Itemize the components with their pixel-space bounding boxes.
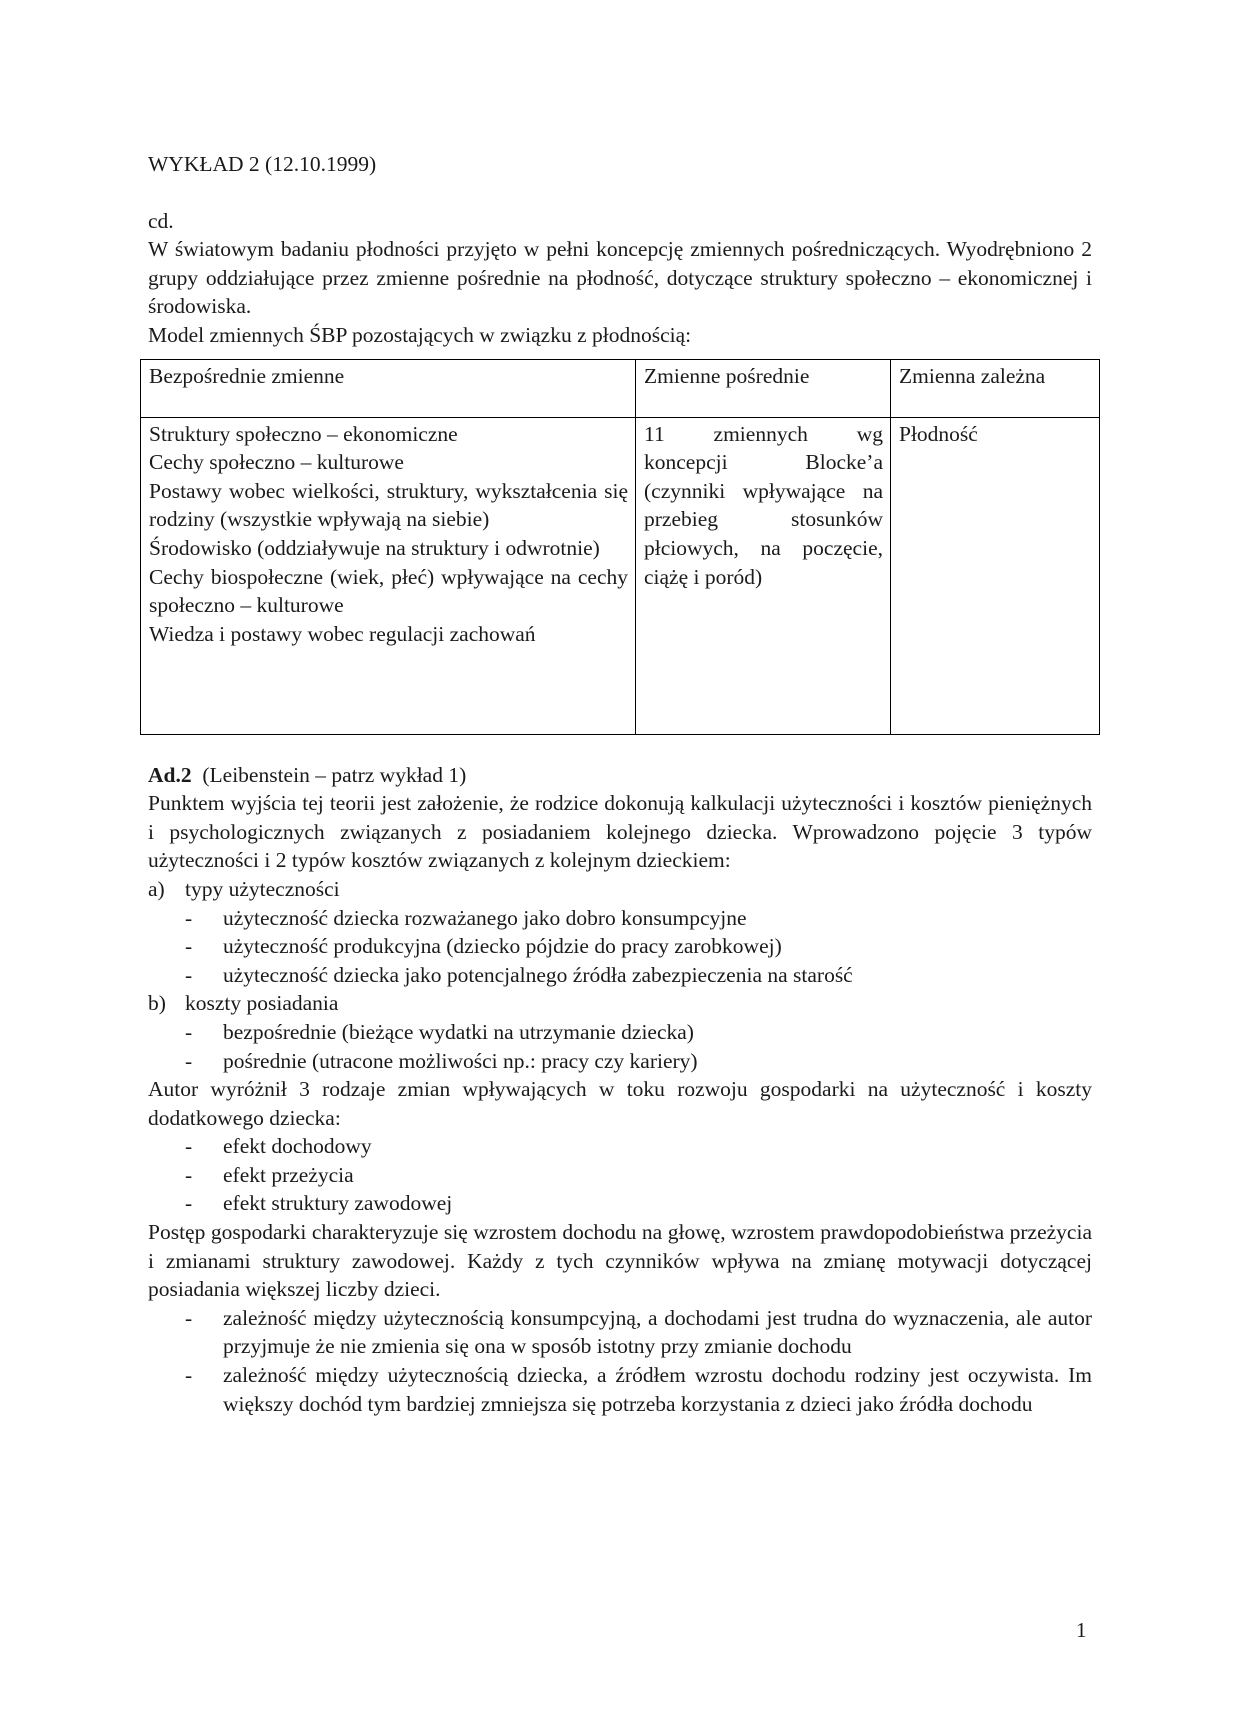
effects-list — [148, 1132, 1092, 1218]
ad2-paragraph: Punktem wyjścia tej teorii jest założenie, że rodzice dokonują kalkulacji użyteczności i kosztów pieniężnych i psychologicznych związanych z posiadaniem kolejnego dziecka. Wprowadzono pojęcie 3 typów użyteczności i 2 typów kosztów związanych z kolejnym dzieckiem: — [148, 791, 1092, 873]
list-b-heading — [148, 989, 1092, 1018]
dash-bullet: - — [185, 1191, 193, 1216]
ad2-label: Ad.2 — [148, 762, 192, 787]
list-b-marker: b) — [148, 991, 166, 1016]
header-direct-variables: Bezpośrednie zmienne — [141, 359, 636, 417]
list-item-text: pośrednie (utracone możliwości np.: pracy czy kariery) — [223, 1048, 698, 1073]
direct-variable-item: Struktury społeczno – ekonomiczne — [149, 421, 458, 446]
direct-variable-item: Cechy społeczno – kulturowe — [149, 450, 404, 475]
list-item — [148, 1018, 1092, 1047]
model-table — [140, 359, 1100, 735]
list-item — [148, 1047, 1092, 1076]
direct-variable-item: Postawy wobec wielkości, struktury, wykształcenia się rodziny (wszystkie wpływają na siebie) — [149, 478, 628, 532]
list-item-text: zależność między użytecznością dziecka, a źródłem wzrostu dochodu rodziny jest oczywista. Im większy dochód tym bardziej zmniejsza się potrzeba korzystania z dzieci jako źródła dochodu — [223, 1363, 1092, 1416]
dash-bullet: - — [185, 1019, 193, 1044]
list-item — [148, 1361, 1092, 1418]
list-a-title: typy użyteczności — [185, 876, 340, 901]
list-item — [148, 1189, 1092, 1218]
list-a-marker: a) — [148, 876, 165, 901]
list-item-text: użyteczność produkcyjna (dziecko pójdzie do pracy zarobkowej) — [223, 934, 782, 959]
list-item-text: zależność między użytecznością konsumpcyjną, a dochodami jest trudna do wyznaczenia, ale autor przyjmuje że nie zmienia się ona w sposób istotny przy zmianie dochodu — [223, 1305, 1092, 1359]
list-item-text: efekt dochodowy — [223, 1134, 372, 1159]
direct-variable-item: Cechy biospołeczne (wiek, płeć) wpływające na cechy społeczno – kulturowe — [149, 564, 628, 618]
ad2-heading — [148, 761, 1092, 790]
relations-list — [148, 1304, 1092, 1418]
effects-intro: Autor wyróżnił 3 rodzaje zmian wpływających w toku rozwoju gospodarki na użyteczność i koszty dodatkowego dziecka: — [148, 1077, 1092, 1130]
list-item — [148, 1161, 1092, 1190]
table-header-row — [141, 359, 1100, 417]
dependent-variable-cell: Płodność — [891, 417, 1100, 734]
continuation-label: cd. — [148, 208, 174, 233]
utility-types-list — [148, 904, 1092, 990]
direct-variable-item: Środowisko (oddziaływuje na struktury i odwrotnie) — [149, 535, 600, 560]
model-title: Model zmiennych ŚBP pozostających w związku z płodnością: — [148, 322, 692, 347]
dash-bullet: - — [185, 1048, 193, 1073]
list-item-text: użyteczność dziecka rozważanego jako dobro konsumpcyjne — [223, 905, 747, 930]
list-a-heading — [148, 875, 1092, 904]
page-number: 1 — [1076, 1618, 1087, 1642]
dash-bullet: - — [185, 962, 193, 987]
list-item — [148, 904, 1092, 933]
ad2-reference: (Leibenstein – patrz wykład 1) — [191, 762, 467, 787]
header-intermediate-variables: Zmienne pośrednie — [636, 359, 891, 417]
progress-paragraph: Postęp gospodarki charakteryzuje się wzrostem dochodu na głowę, wzrostem prawdopodobieństwa przeżycia i zmianami struktury zawodowej. Każdy z tych czynników wpływa na zmianę motywacji dotyczącej posiadania większej liczby dzieci. — [148, 1220, 1092, 1302]
list-item-text: użyteczność dziecka jako potencjalnego źródła zabezpieczenia na starość — [223, 962, 853, 987]
intermediate-variables-cell: 11 zmiennych wg koncepcji Blocke’a (czynniki wpływające na przebieg stosunków płciowych, na poczęcie, ciążę i poród) — [636, 417, 891, 734]
table-row — [141, 417, 1100, 734]
list-b-title: koszty posiadania — [185, 991, 339, 1016]
intro-paragraph: W światowym badaniu płodności przyjęto w pełni koncepcję zmiennych pośredniczących. Wyodrębniono 2 grupy oddziałujące przez zmienne pośrednie na płodność, dotyczące struktury społeczno – ekonomicznej i środowiska. — [148, 237, 1092, 319]
lecture-heading: WYKŁAD 2 (12.10.1999) — [148, 152, 377, 176]
direct-variables-cell — [141, 417, 636, 734]
dash-bullet: - — [185, 1134, 193, 1159]
dash-bullet: - — [185, 1162, 193, 1187]
list-item-text: efekt struktury zawodowej — [223, 1191, 453, 1216]
dash-bullet: - — [185, 905, 193, 930]
dash-bullet: - — [185, 1363, 193, 1388]
list-item — [148, 1304, 1092, 1361]
list-item — [148, 961, 1092, 990]
document-page — [148, 150, 1092, 1418]
costs-list — [148, 1018, 1092, 1075]
list-item — [148, 932, 1092, 961]
list-item-text: efekt przeżycia — [223, 1162, 354, 1187]
dash-bullet: - — [185, 1305, 193, 1330]
list-item — [148, 1132, 1092, 1161]
list-item-text: bezpośrednie (bieżące wydatki na utrzymanie dziecka) — [223, 1019, 694, 1044]
direct-variable-item: Wiedza i postawy wobec regulacji zachowań — [149, 621, 536, 646]
dash-bullet: - — [185, 934, 193, 959]
header-dependent-variable: Zmienna zależna — [891, 359, 1100, 417]
